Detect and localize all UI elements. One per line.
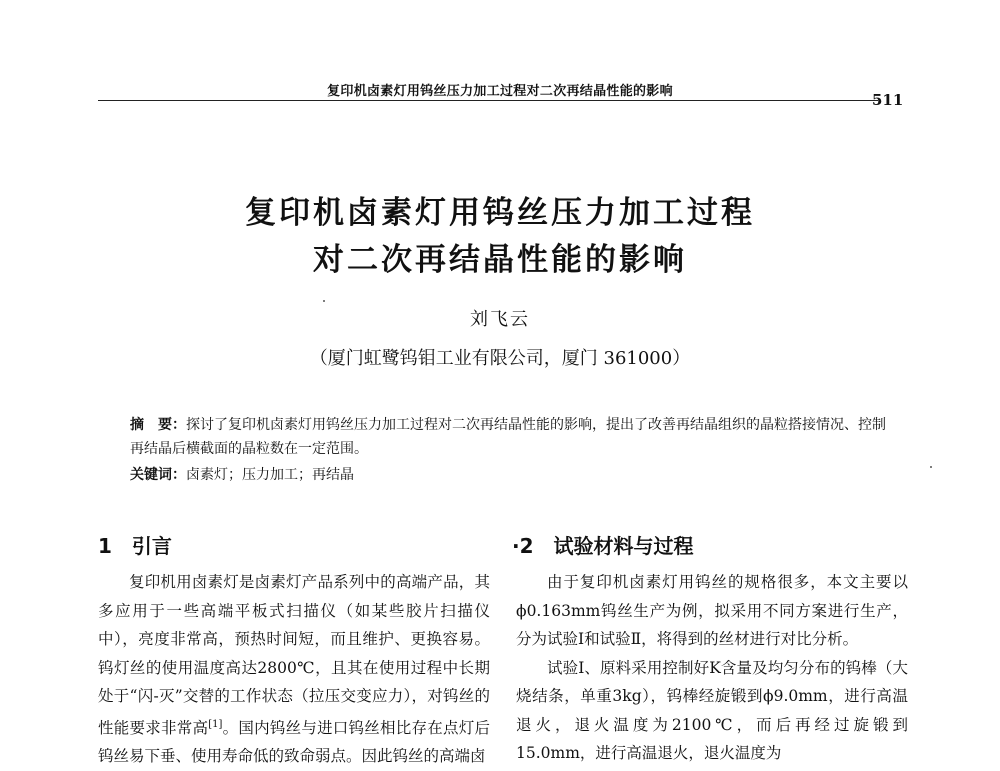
running-title: 复印机卤素灯用钨丝压力加工过程对二次再结晶性能的影响 (327, 84, 673, 99)
keywords (130, 463, 890, 487)
materials-paragraph-2: 试验Ⅰ、原料采用控制好K含量及均匀分布的钨棒（大烧结条，单重3kg），钨棒经旋锻到ϕ9.0mm，进行高温退火，退火温度为2100℃，而后再经过旋锻到15.0mm，进行高温退火，退火温度为 (516, 658, 908, 762)
paper-title-line1: 复印机卤素灯用钨丝压力加工过程 (245, 195, 755, 231)
keywords-label: 关键词： (130, 467, 186, 483)
abstract-label: 摘 要： (130, 417, 186, 433)
intro-paragraph (98, 568, 490, 771)
section-heading-materials: ·2 试验材料与过程 (512, 534, 694, 558)
header-rule (98, 100, 878, 101)
author: 刘飞云 (470, 309, 530, 330)
right-column (516, 568, 908, 768)
materials-paragraph-1: 由于复印机卤素灯用钨丝的规格很多，本文主要以ϕ0.163mm钨丝生产为例，拟采用不同方案进行生产，分为试验Ⅰ和试验Ⅱ，将得到的丝材进行对比分析。 (516, 573, 908, 648)
page-number: 511 (872, 91, 904, 109)
section-heading-intro: 1 引言 (98, 534, 172, 558)
paper-title-line2: 对二次再结晶性能的影响 (313, 242, 687, 278)
intro-text-cont: 。国内钨丝与进口钨丝相比存在点灯后钨丝易下垂、使用寿命低的致命弱点。因此钨丝的高端卤 (98, 718, 490, 766)
intro-text: 复印机用卤素灯是卤素灯产品系列中的高端产品，其多应用于一些高端平板式扫描仪（如某些胶片扫描仪中），亮度非常高，预热时间短，而且维护、更换容易。钨灯丝的使用温度高达2800℃，且其在使用过程中长期处于“闪-灭”交替的工作状态（拉压交变应力），对钨丝的性能要求非常高 (98, 573, 490, 737)
abstract-text: 探讨了复印机卤素灯用钨丝压力加工过程对二次再结晶性能的影响，提出了改善再结晶组织的晶粒搭接情况、控制再结晶后横截面的晶粒数在一定范围。 (130, 417, 886, 457)
scan-speck (930, 466, 932, 468)
left-column (98, 568, 490, 771)
citation-ref: [1] (208, 718, 223, 730)
affiliation: （厦门虹鹭钨钼工业有限公司，厦门 361000） (309, 348, 691, 369)
keywords-text: 卤素灯；压力加工；再结晶 (186, 467, 354, 483)
abstract (130, 413, 890, 461)
scan-speck (323, 300, 325, 302)
